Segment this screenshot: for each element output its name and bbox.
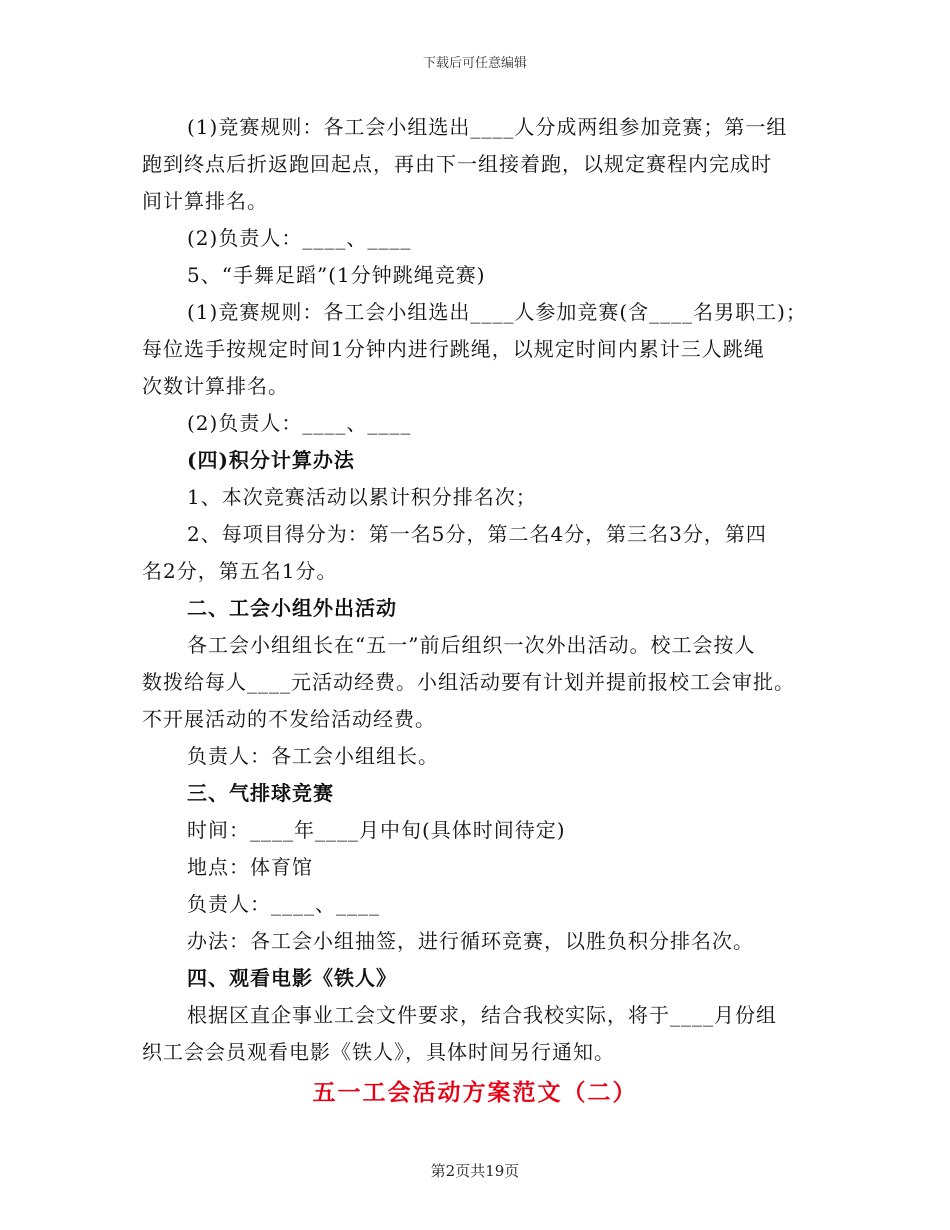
paragraph-line: 2、每项目得分为：第一名5分，第二名4分，第三名3分，第四 xyxy=(187,522,767,546)
paragraph-line: (1)竞赛规则：各工会小组选出____人分成两组参加竞赛；第一组 xyxy=(187,115,788,139)
paragraph-line: 织工会会员观看电影《铁人》，具体时间另行通知。 xyxy=(142,1040,615,1064)
paragraph-line: 数拨给每人____元活动经费。小组活动要有计划并提前报校工会审批。 xyxy=(142,670,795,694)
paragraph-line: 时间：____年____月中旬(具体时间待定) xyxy=(187,818,566,842)
section-heading: 二、工会小组外出活动 xyxy=(187,596,397,620)
paragraph-line: (2)负责人：____、____ xyxy=(187,226,412,250)
paragraph-line: 负责人：____、____ xyxy=(187,892,380,916)
page-footer: 第2页共19页 xyxy=(430,1162,520,1180)
page-header: 下载后可任意编辑 xyxy=(422,56,527,71)
paragraph-line: (1)竞赛规则：各工会小组选出____人参加竞赛(含____名男职工)； xyxy=(187,300,807,324)
paragraph-line: 次数计算排名。 xyxy=(142,374,289,398)
section-heading: 三、气排球竞赛 xyxy=(187,781,334,805)
section-heading: 四、观看电影《铁人》 xyxy=(187,966,397,990)
paragraph-line: 5、“手舞足蹈”(1分钟跳绳竞赛) xyxy=(187,263,486,287)
paragraph-line: 根据区直企事业工会文件要求，结合我校实际，将于____月份组 xyxy=(187,1003,777,1027)
paragraph-line: 跑到终点后折返跑回起点，再由下一组接着跑，以规定赛程内完成时 xyxy=(142,152,772,176)
paragraph-line: 办法：各工会小组抽签，进行循环竞赛，以胜负积分排名次。 xyxy=(187,929,754,953)
section-heading: (四)积分计算办法 xyxy=(187,448,355,472)
paragraph-line: 每位选手按规定时间1分钟内进行跳绳，以规定时间内累计三人跳绳 xyxy=(142,337,765,361)
paragraph-line: 间计算排名。 xyxy=(142,189,268,213)
document-body xyxy=(142,112,814,1074)
paragraph-line: 地点：体育馆 xyxy=(187,855,313,879)
paragraph-line: (2)负责人：____、____ xyxy=(187,411,412,435)
paragraph-line: 名2分，第五名1分。 xyxy=(142,559,338,583)
section-title: 五一工会活动方案范文（二） xyxy=(312,1079,638,1106)
paragraph-line: 各工会小组组长在“五一”前后组织一次外出活动。校工会按人 xyxy=(187,633,756,657)
paragraph-line: 1、本次竞赛活动以累计积分排名次； xyxy=(187,485,537,509)
paragraph-line: 不开展活动的不发给活动经费。 xyxy=(142,707,436,731)
paragraph-line: 负责人：各工会小组组长。 xyxy=(187,744,439,768)
